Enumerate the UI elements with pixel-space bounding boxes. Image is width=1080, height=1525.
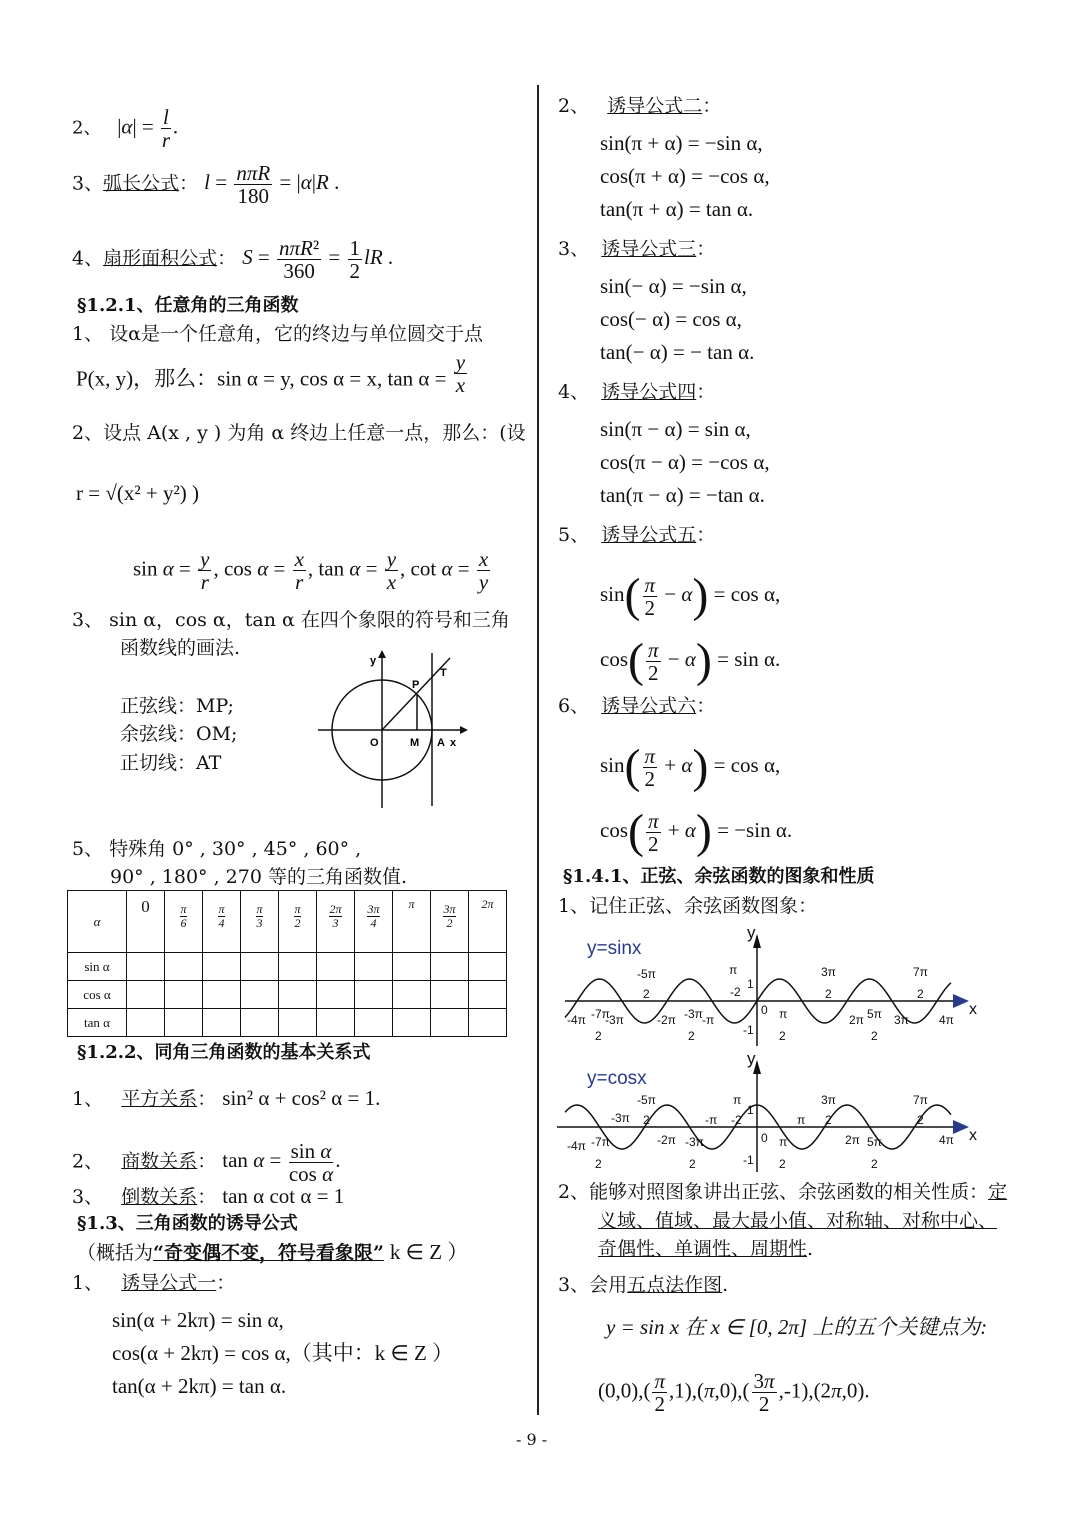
properties-list-2: 奇偶性、单调性、周期性. bbox=[598, 1238, 814, 1260]
induction-6-cos: cos( $\frac{\pi}{2}$ + α) = −sin α. bbox=[600, 805, 793, 858]
five-key-points: (0,0),( $\frac{\pi}{2}$ ,1),(π,0),( $\frac{3\pi}{2}$ ,-1),(2π,0). bbox=[598, 1369, 870, 1416]
tangent-line-label: 正切线：AT bbox=[120, 752, 222, 774]
table-header-cell: $\frac{\pi}{2}$ bbox=[279, 891, 317, 953]
svg-text:2: 2 bbox=[825, 987, 832, 1001]
column-divider bbox=[537, 85, 539, 1415]
induction-formula-4-title: 4、 诱导公式四： bbox=[558, 381, 716, 403]
quotient-relation: 2、 商数关系： tan α = $\frac{\text{sin α}}{\text{cos α}}$ . bbox=[72, 1139, 341, 1186]
svg-text:2: 2 bbox=[643, 1113, 650, 1127]
svg-text:x: x bbox=[969, 1127, 977, 1144]
svg-text:2: 2 bbox=[917, 987, 924, 1001]
svg-text:-4π: -4π bbox=[567, 1139, 586, 1153]
svg-text:4π: 4π bbox=[939, 1133, 954, 1147]
svg-text:-2: -2 bbox=[730, 985, 741, 999]
svg-text:π: π bbox=[797, 1113, 806, 1127]
induction-2-cos: cos(π + α) = −cos α, bbox=[600, 164, 770, 188]
svg-text:x: x bbox=[969, 1001, 977, 1018]
svg-text:2: 2 bbox=[917, 1113, 924, 1127]
formula-alpha-l-over-r: 2、 |α| = $\frac{l}{r}$ . bbox=[72, 105, 179, 152]
svg-text:2: 2 bbox=[871, 1029, 878, 1043]
induction-1-tan: tan(α + 2kπ) = tan α. bbox=[112, 1374, 287, 1398]
section-1-3-heading: §1.3、三角函数的诱导公式 bbox=[77, 1213, 298, 1234]
properties-list-1: 义域、值域、最大最小值、对称轴、对称中心、 bbox=[598, 1210, 998, 1232]
cosine-line-label: 余弦线：OM; bbox=[120, 723, 238, 745]
svg-text:2: 2 bbox=[688, 1029, 695, 1043]
svg-text:A: A bbox=[437, 737, 445, 749]
svg-text:x: x bbox=[450, 737, 457, 749]
svg-text:-3π: -3π bbox=[605, 1013, 624, 1027]
svg-text:y: y bbox=[747, 926, 756, 942]
svg-text:4π: 4π bbox=[939, 1013, 954, 1027]
table-header-cell: $\frac{3\pi}{4}$ bbox=[355, 891, 393, 953]
svg-text:3π: 3π bbox=[821, 1093, 836, 1107]
table-header-cell: $\frac{2\pi}{3}$ bbox=[317, 891, 355, 953]
special-angles-text-2: 90° , 180° , 270 等的三角函数值. bbox=[110, 866, 408, 888]
induction-4-sin: sin(π − α) = sin α, bbox=[600, 417, 751, 441]
svg-text:π: π bbox=[779, 1135, 788, 1149]
svg-text:-3π: -3π bbox=[685, 1135, 704, 1149]
svg-text:2: 2 bbox=[779, 1029, 786, 1043]
cosine-graph-label: y=cosx bbox=[587, 1068, 647, 1089]
svg-text:-7π: -7π bbox=[591, 1135, 610, 1149]
table-row: cos α bbox=[68, 981, 507, 1009]
svg-text:-5π: -5π bbox=[637, 967, 656, 981]
induction-2-tan: tan(π + α) = tan α. bbox=[600, 197, 754, 221]
sine-graph bbox=[557, 926, 987, 1051]
svg-text:-3π: -3π bbox=[684, 1007, 703, 1021]
induction-formula-2-title: 2、 诱导公式二： bbox=[558, 95, 722, 117]
induction-formula-6-title: 6、 诱导公式六： bbox=[558, 695, 716, 717]
svg-text:P: P bbox=[412, 679, 420, 691]
svg-text:-1: -1 bbox=[743, 1153, 754, 1167]
table-header-cell: 0 bbox=[127, 891, 165, 953]
induction-3-sin: sin(− α) = −sin α, bbox=[600, 274, 747, 298]
arc-length-formula: 3、弧长公式： l = $\frac{\text{nπR}}{180}$ = |α|R . bbox=[72, 161, 340, 208]
svg-text:y: y bbox=[370, 655, 377, 667]
svg-text:π: π bbox=[733, 1093, 742, 1107]
induction-6-sin: sin( $\frac{\pi}{2}$ + α) = cos α, bbox=[600, 740, 781, 793]
unit-circle-definitions: P(x, y)，那么：sin α = y, cos α = x, tan α = $\frac{y}{x}$ bbox=[76, 350, 466, 397]
table-header-cell: $\frac{\pi}{4}$ bbox=[203, 891, 241, 953]
induction-4-tan: tan(π − α) = −tan α. bbox=[600, 483, 765, 507]
induction-2-sin: sin(π + α) = −sin α, bbox=[600, 131, 763, 155]
table-row: tan α bbox=[68, 1009, 507, 1037]
svg-text:7π: 7π bbox=[913, 1093, 928, 1107]
section-1-2-1-heading: §1.2.1、任意角的三角函数 bbox=[77, 295, 299, 316]
graph-intro: 1、记住正弦、余弦函数图象： bbox=[558, 895, 818, 917]
arbitrary-point-text: 2、设点 A(x , y ) 为角 α 终边上任意一点，那么：(设 bbox=[72, 422, 526, 444]
table-header-cell: 2π bbox=[469, 891, 507, 953]
mnemonic-note: （概括为“奇变偶不变，符号看象限” k ∈ Z ） bbox=[77, 1240, 469, 1264]
svg-text:-π: -π bbox=[702, 1013, 715, 1027]
svg-text:T: T bbox=[440, 667, 447, 679]
svg-text:2: 2 bbox=[595, 1157, 602, 1171]
svg-text:2: 2 bbox=[643, 987, 650, 1001]
svg-text:1: 1 bbox=[747, 977, 754, 991]
table-header-cell: $\frac{\pi}{6}$ bbox=[165, 891, 203, 953]
induction-1-sin: sin(α + 2kπ) = sin α, bbox=[112, 1308, 284, 1332]
square-relation: 1、 平方关系： sin² α + cos² α = 1. bbox=[72, 1086, 381, 1110]
induction-formula-1-title: 1、 诱导公式一： bbox=[72, 1272, 236, 1294]
sine-graph-label: y=sinx bbox=[587, 938, 642, 959]
reciprocal-relation: 3、 倒数关系： tan α cot α = 1 bbox=[72, 1184, 345, 1208]
svg-text:0: 0 bbox=[761, 1003, 768, 1017]
sector-area-formula: 4、扇形面积公式： S = $\frac{\text{nπR²}}{360}$ = $\frac{1}{2}$ lR . bbox=[72, 236, 394, 283]
svg-text:2π: 2π bbox=[849, 1013, 864, 1027]
svg-text:5π: 5π bbox=[867, 1135, 882, 1149]
svg-text:0: 0 bbox=[761, 1131, 768, 1145]
cosine-graph bbox=[557, 1052, 987, 1177]
svg-text:1: 1 bbox=[747, 1103, 754, 1117]
table-header-cell: π bbox=[393, 891, 431, 953]
svg-text:-4π: -4π bbox=[567, 1013, 586, 1027]
induction-5-cos: cos( $\frac{\pi}{2}$ − α) = sin α. bbox=[600, 634, 781, 687]
svg-text:-2: -2 bbox=[731, 1113, 742, 1127]
svg-text:y: y bbox=[747, 1052, 756, 1068]
svg-text:O: O bbox=[370, 737, 379, 749]
unit-circle-diagram bbox=[300, 648, 480, 813]
quadrant-signs-text-2: 函数线的画法. bbox=[120, 637, 241, 659]
svg-text:2: 2 bbox=[689, 1157, 696, 1171]
table-header-cell: α bbox=[68, 891, 127, 953]
table-header-cell: $\frac{\pi}{3}$ bbox=[241, 891, 279, 953]
five-key-points-intro: y = sin x 在 x ∈ [0, 2π] 上的五个关键点为: bbox=[606, 1315, 988, 1339]
induction-3-tan: tan(− α) = − tan α. bbox=[600, 340, 755, 364]
svg-text:-1: -1 bbox=[743, 1023, 754, 1037]
properties-text: 2、能够对照图象讲出正弦、余弦函数的相关性质：定 bbox=[558, 1181, 1008, 1203]
svg-text:-3π: -3π bbox=[611, 1111, 630, 1125]
induction-1-cos: cos(α + 2kπ) = cos α,（其中：k ∈ Z ） bbox=[112, 1341, 454, 1365]
svg-text:-7π: -7π bbox=[591, 1007, 610, 1021]
svg-text:3π: 3π bbox=[894, 1013, 909, 1027]
svg-text:2: 2 bbox=[595, 1029, 602, 1043]
svg-text:-2π: -2π bbox=[657, 1013, 676, 1027]
svg-text:3π: 3π bbox=[821, 965, 836, 979]
svg-text:-5π: -5π bbox=[637, 1093, 656, 1107]
svg-text:2: 2 bbox=[779, 1157, 786, 1171]
svg-text:M: M bbox=[410, 737, 420, 749]
table-header-cell: $\frac{3\pi}{2}$ bbox=[431, 891, 469, 953]
induction-5-sin: sin( $\frac{\pi}{2}$ − α) = cos α, bbox=[600, 569, 781, 622]
svg-text:π: π bbox=[729, 963, 738, 977]
svg-text:π: π bbox=[779, 1007, 788, 1021]
svg-text:-π: -π bbox=[705, 1113, 718, 1127]
svg-text:2: 2 bbox=[871, 1157, 878, 1171]
quadrant-signs-text: 3、 sin α，cos α，tan α 在四个象限的符号和三角 bbox=[72, 609, 510, 631]
special-angles-text: 5、 特殊角 0° , 30° , 45° , 60° , bbox=[72, 838, 362, 860]
svg-text:2π: 2π bbox=[845, 1133, 860, 1147]
induction-formula-3-title: 3、 诱导公式三： bbox=[558, 238, 716, 260]
induction-3-cos: cos(− α) = cos α, bbox=[600, 307, 742, 331]
five-point-method: 3、会用五点法作图. bbox=[558, 1274, 729, 1296]
svg-text:7π: 7π bbox=[913, 965, 928, 979]
special-angle-table bbox=[67, 890, 507, 1037]
sine-line-label: 正弦线：MP; bbox=[120, 695, 234, 717]
section-1-4-1-heading: §1.4.1、正弦、余弦函数的图象和性质 bbox=[563, 866, 875, 887]
svg-text:5π: 5π bbox=[867, 1007, 882, 1021]
unit-circle-text: 1、 设α是一个任意角，它的终边与单位圆交于点 bbox=[72, 323, 483, 345]
induction-4-cos: cos(π − α) = −cos α, bbox=[600, 450, 770, 474]
induction-formula-5-title: 5、 诱导公式五： bbox=[558, 524, 716, 546]
table-row: sin α bbox=[68, 953, 507, 981]
svg-text:2: 2 bbox=[825, 1113, 832, 1127]
general-trig-definitions: sin α = $\frac{y}{r}$ , cos α = $\frac{x}{r}$ , tan α = $\frac{y}{x}$ , cot α = $\frac{x}{y}$ bbox=[133, 547, 489, 594]
radius-definition: r = √(x² + y²) ) bbox=[76, 481, 200, 505]
svg-text:-2π: -2π bbox=[657, 1133, 676, 1147]
page-number: - 9 - bbox=[516, 1430, 548, 1449]
section-1-2-2-heading: §1.2.2、同角三角函数的基本关系式 bbox=[77, 1042, 371, 1063]
